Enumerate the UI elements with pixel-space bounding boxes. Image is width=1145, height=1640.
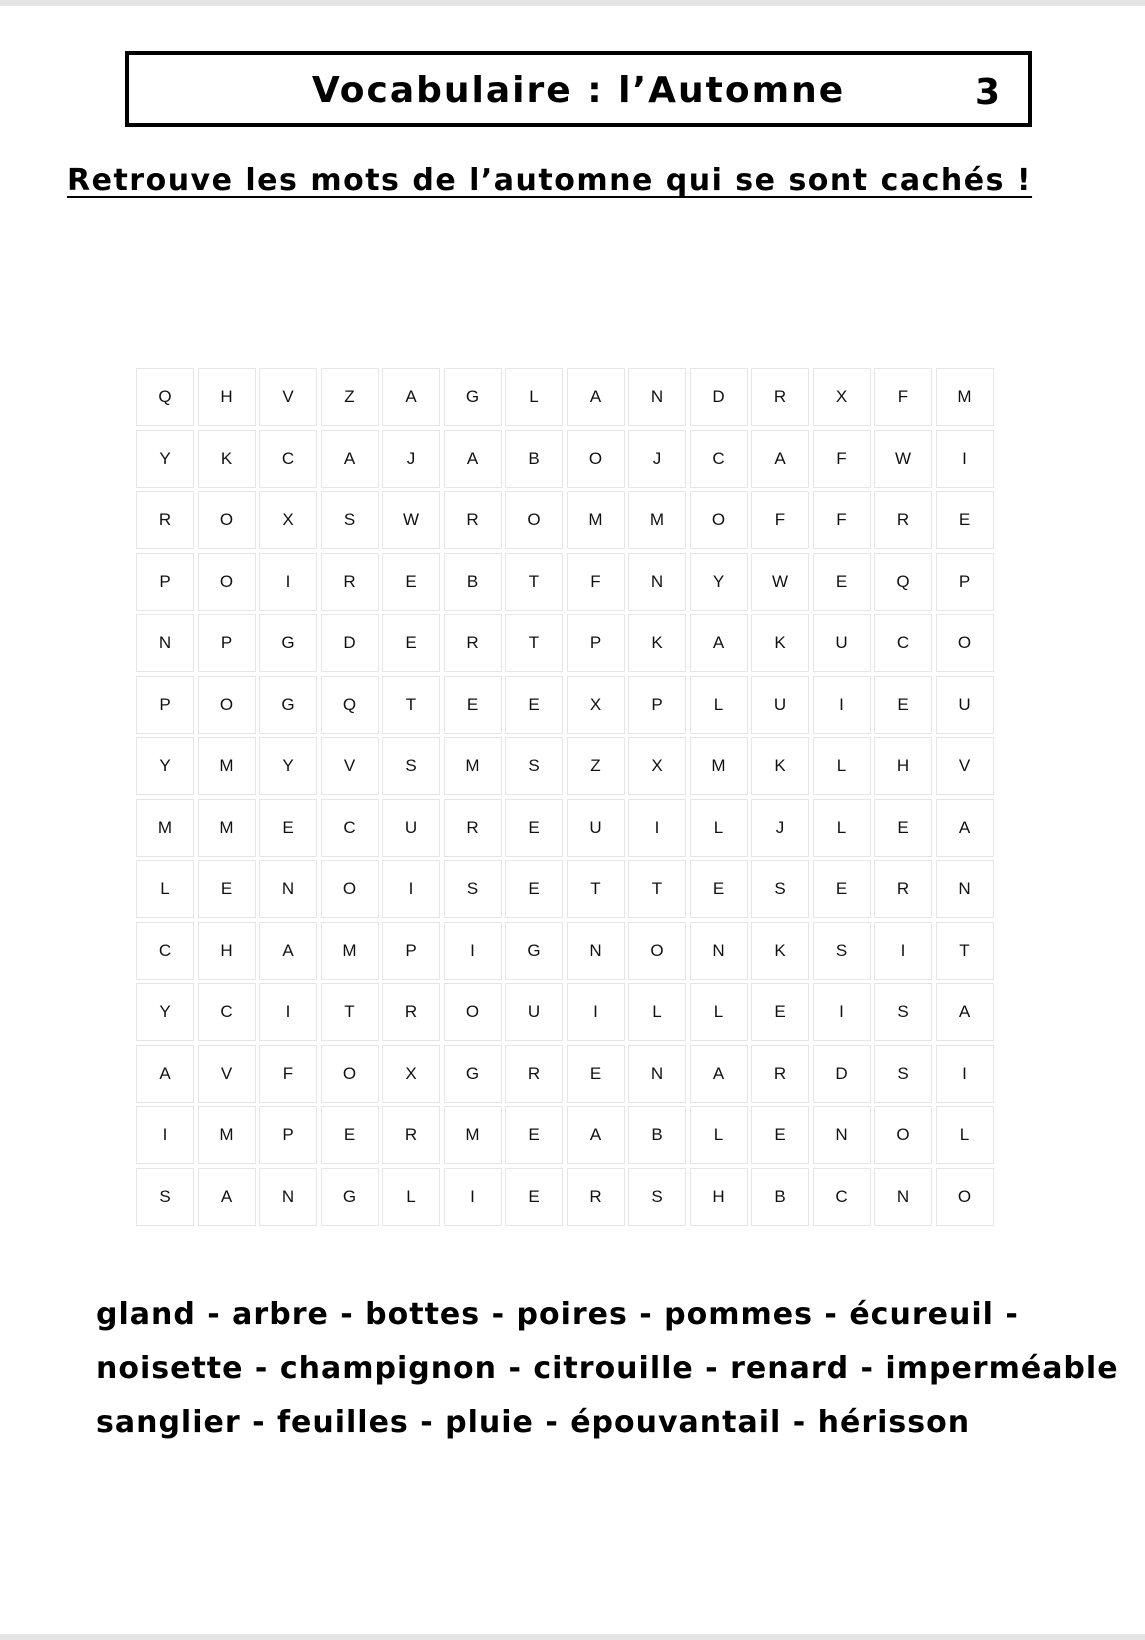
grid-cell: C [813,1168,871,1226]
grid-cell: O [198,491,256,549]
grid-cell: X [628,737,686,795]
grid-cell: O [198,676,256,734]
grid-cell: G [259,614,317,672]
grid-cell: K [198,430,256,488]
grid-cell: E [874,676,932,734]
grid-cell: L [505,368,563,426]
grid-cell: T [321,983,379,1041]
grid-cell: R [444,799,502,857]
title-box [125,51,1032,127]
grid-cell: E [505,676,563,734]
grid-cell: P [198,614,256,672]
grid-cell: K [628,614,686,672]
grid-cell: E [505,860,563,918]
word-list [96,1288,1119,1450]
grid-cell: A [751,430,809,488]
grid-cell: T [382,676,440,734]
grid-cell: E [813,553,871,611]
grid-cell: A [690,614,748,672]
grid-cell: R [874,491,932,549]
grid-cell: O [628,922,686,980]
grid-cell: O [936,614,994,672]
grid-cell: X [259,491,317,549]
grid-cell: P [628,676,686,734]
grid-cell: E [690,860,748,918]
grid-cell: T [936,922,994,980]
grid-cell: I [444,922,502,980]
grid-cell: L [813,799,871,857]
grid-cell: I [259,553,317,611]
grid-cell: S [628,1168,686,1226]
grid-cell: N [136,614,194,672]
grid-cell: C [198,983,256,1041]
grid-cell: I [813,983,871,1041]
grid-cell: C [321,799,379,857]
grid-cell: C [136,922,194,980]
grid-cell: E [936,491,994,549]
grid-cell: U [936,676,994,734]
grid-cell: N [628,1045,686,1103]
grid-cell: L [690,983,748,1041]
grid-cell: F [567,553,625,611]
grid-cell: E [505,799,563,857]
grid-cell: S [751,860,809,918]
grid-cell: A [936,983,994,1041]
grid-cell: S [382,737,440,795]
grid-cell: Y [136,430,194,488]
grid-cell: M [136,799,194,857]
grid-cell: I [813,676,871,734]
grid-cell: Z [567,737,625,795]
grid-cell: S [874,983,932,1041]
grid-cell: N [628,368,686,426]
grid-cell: T [628,860,686,918]
grid-cell: R [136,491,194,549]
grid-cell: D [813,1045,871,1103]
grid-cell: O [505,491,563,549]
grid-cell: R [751,368,809,426]
grid-cell: E [382,614,440,672]
grid-cell: R [751,1045,809,1103]
grid-cell: E [505,1106,563,1164]
grid-cell: G [444,368,502,426]
grid-cell: K [751,737,809,795]
grid-cell: O [567,430,625,488]
grid-cell: E [567,1045,625,1103]
grid-cell: A [936,799,994,857]
grid-cell: H [690,1168,748,1226]
grid-cell: M [321,922,379,980]
grid-cell: G [259,676,317,734]
grid-cell: V [198,1045,256,1103]
grid-cell: N [259,1168,317,1226]
grid-cell: K [751,922,809,980]
grid-cell: A [321,430,379,488]
grid-cell: O [321,1045,379,1103]
grid-cell: A [382,368,440,426]
grid-cell: H [198,922,256,980]
grid-cell: S [136,1168,194,1226]
grid-cell: I [936,430,994,488]
grid-cell: O [444,983,502,1041]
grid-cell: A [136,1045,194,1103]
grid-cell: M [198,799,256,857]
grid-cell: M [198,1106,256,1164]
grid-cell: C [259,430,317,488]
grid-cell: D [690,368,748,426]
grid-cell: H [874,737,932,795]
grid-cell: S [874,1045,932,1103]
grid-cell: U [382,799,440,857]
grid-cell: R [505,1045,563,1103]
grid-cell: Y [259,737,317,795]
grid-cell: E [813,860,871,918]
grid-cell: I [382,860,440,918]
grid-cell: B [628,1106,686,1164]
grid-cell: F [751,491,809,549]
grid-cell: E [444,676,502,734]
grid-cell: N [813,1106,871,1164]
grid-cell: T [505,614,563,672]
sheet-number: 3 [974,72,1000,113]
grid-cell: O [936,1168,994,1226]
grid-cell: P [382,922,440,980]
grid-cell: F [874,368,932,426]
grid-cell: M [628,491,686,549]
grid-cell: S [505,737,563,795]
grid-cell: Q [874,553,932,611]
page-title: Vocabulaire : l’Automne [311,70,846,111]
word-list-line: sanglier - feuilles - pluie - épouvantail - hérisson [96,1405,971,1440]
grid-cell: N [567,922,625,980]
grid-cell: A [259,922,317,980]
grid-cell: P [136,553,194,611]
grid-cell: I [136,1106,194,1164]
grid-cell: F [813,430,871,488]
grid-cell: P [567,614,625,672]
grid-cell: U [751,676,809,734]
grid-cell: R [382,1106,440,1164]
grid-cell: C [874,614,932,672]
grid-cell: T [505,553,563,611]
page-bottom-edge [0,1634,1145,1640]
grid-cell: J [382,430,440,488]
grid-cell: L [936,1106,994,1164]
grid-cell: O [198,553,256,611]
grid-cell: B [751,1168,809,1226]
grid-cell: L [690,1106,748,1164]
grid-cell: F [813,491,871,549]
grid-cell: V [259,368,317,426]
grid-cell: I [874,922,932,980]
grid-cell: G [321,1168,379,1226]
grid-cell: E [751,983,809,1041]
grid-cell: A [198,1168,256,1226]
grid-cell: N [259,860,317,918]
grid-cell: R [874,860,932,918]
grid-cell: E [259,799,317,857]
grid-cell: X [382,1045,440,1103]
grid-cell: A [444,430,502,488]
grid-cell: G [505,922,563,980]
grid-cell: Q [321,676,379,734]
word-search-grid [136,368,994,1226]
grid-cell: S [444,860,502,918]
grid-cell: D [321,614,379,672]
grid-cell: S [813,922,871,980]
grid-cell: V [936,737,994,795]
grid-cell: J [628,430,686,488]
word-list-line: noisette - champignon - citrouille - renard - imperméable [96,1351,1119,1386]
grid-cell: W [382,491,440,549]
page-top-edge [0,0,1145,6]
grid-cell: Y [136,737,194,795]
grid-cell: R [321,553,379,611]
grid-cell: Y [136,983,194,1041]
grid-cell: A [567,1106,625,1164]
grid-cell: L [813,737,871,795]
grid-cell: I [936,1045,994,1103]
grid-cell: N [874,1168,932,1226]
grid-cell: P [136,676,194,734]
grid-cell: I [567,983,625,1041]
word-list-line: gland - arbre - bottes - poires - pommes - écureuil - [96,1297,1019,1332]
grid-cell: E [505,1168,563,1226]
grid-cell: B [505,430,563,488]
grid-cell: L [382,1168,440,1226]
grid-cell: W [874,430,932,488]
grid-cell: U [505,983,563,1041]
grid-cell: B [444,553,502,611]
grid-cell: M [936,368,994,426]
grid-cell: L [136,860,194,918]
grid-cell: L [628,983,686,1041]
grid-cell: X [813,368,871,426]
grid-cell: V [321,737,379,795]
grid-cell: Y [690,553,748,611]
grid-cell: N [936,860,994,918]
grid-cell: N [628,553,686,611]
grid-cell: E [382,553,440,611]
grid-cell: P [259,1106,317,1164]
grid-cell: M [567,491,625,549]
grid-cell: P [936,553,994,611]
grid-cell: Z [321,368,379,426]
grid-cell: R [444,491,502,549]
grid-cell: M [444,737,502,795]
grid-cell: E [751,1106,809,1164]
grid-cell: J [751,799,809,857]
grid-cell: I [259,983,317,1041]
grid-cell: K [751,614,809,672]
grid-cell: E [321,1106,379,1164]
grid-cell: O [690,491,748,549]
grid-cell: U [813,614,871,672]
grid-cell: R [382,983,440,1041]
grid-cell: F [259,1045,317,1103]
grid-cell: N [690,922,748,980]
grid-cell: C [690,430,748,488]
grid-cell: M [198,737,256,795]
grid-cell: W [751,553,809,611]
grid-cell: U [567,799,625,857]
grid-cell: M [690,737,748,795]
grid-cell: L [690,676,748,734]
grid-cell: I [444,1168,502,1226]
instruction-text: Retrouve les mots de l’automne qui se sont cachés ! [67,163,1033,198]
grid-cell: R [444,614,502,672]
grid-cell: S [321,491,379,549]
grid-cell: G [444,1045,502,1103]
grid-cell: I [628,799,686,857]
grid-cell: O [321,860,379,918]
grid-cell: E [874,799,932,857]
grid-cell: L [690,799,748,857]
grid-cell: O [874,1106,932,1164]
grid-cell: A [567,368,625,426]
grid-cell: E [198,860,256,918]
grid-cell: Q [136,368,194,426]
grid-cell: X [567,676,625,734]
grid-cell: A [690,1045,748,1103]
grid-cell: R [567,1168,625,1226]
grid-cell: H [198,368,256,426]
grid-cell: T [567,860,625,918]
grid-cell: M [444,1106,502,1164]
